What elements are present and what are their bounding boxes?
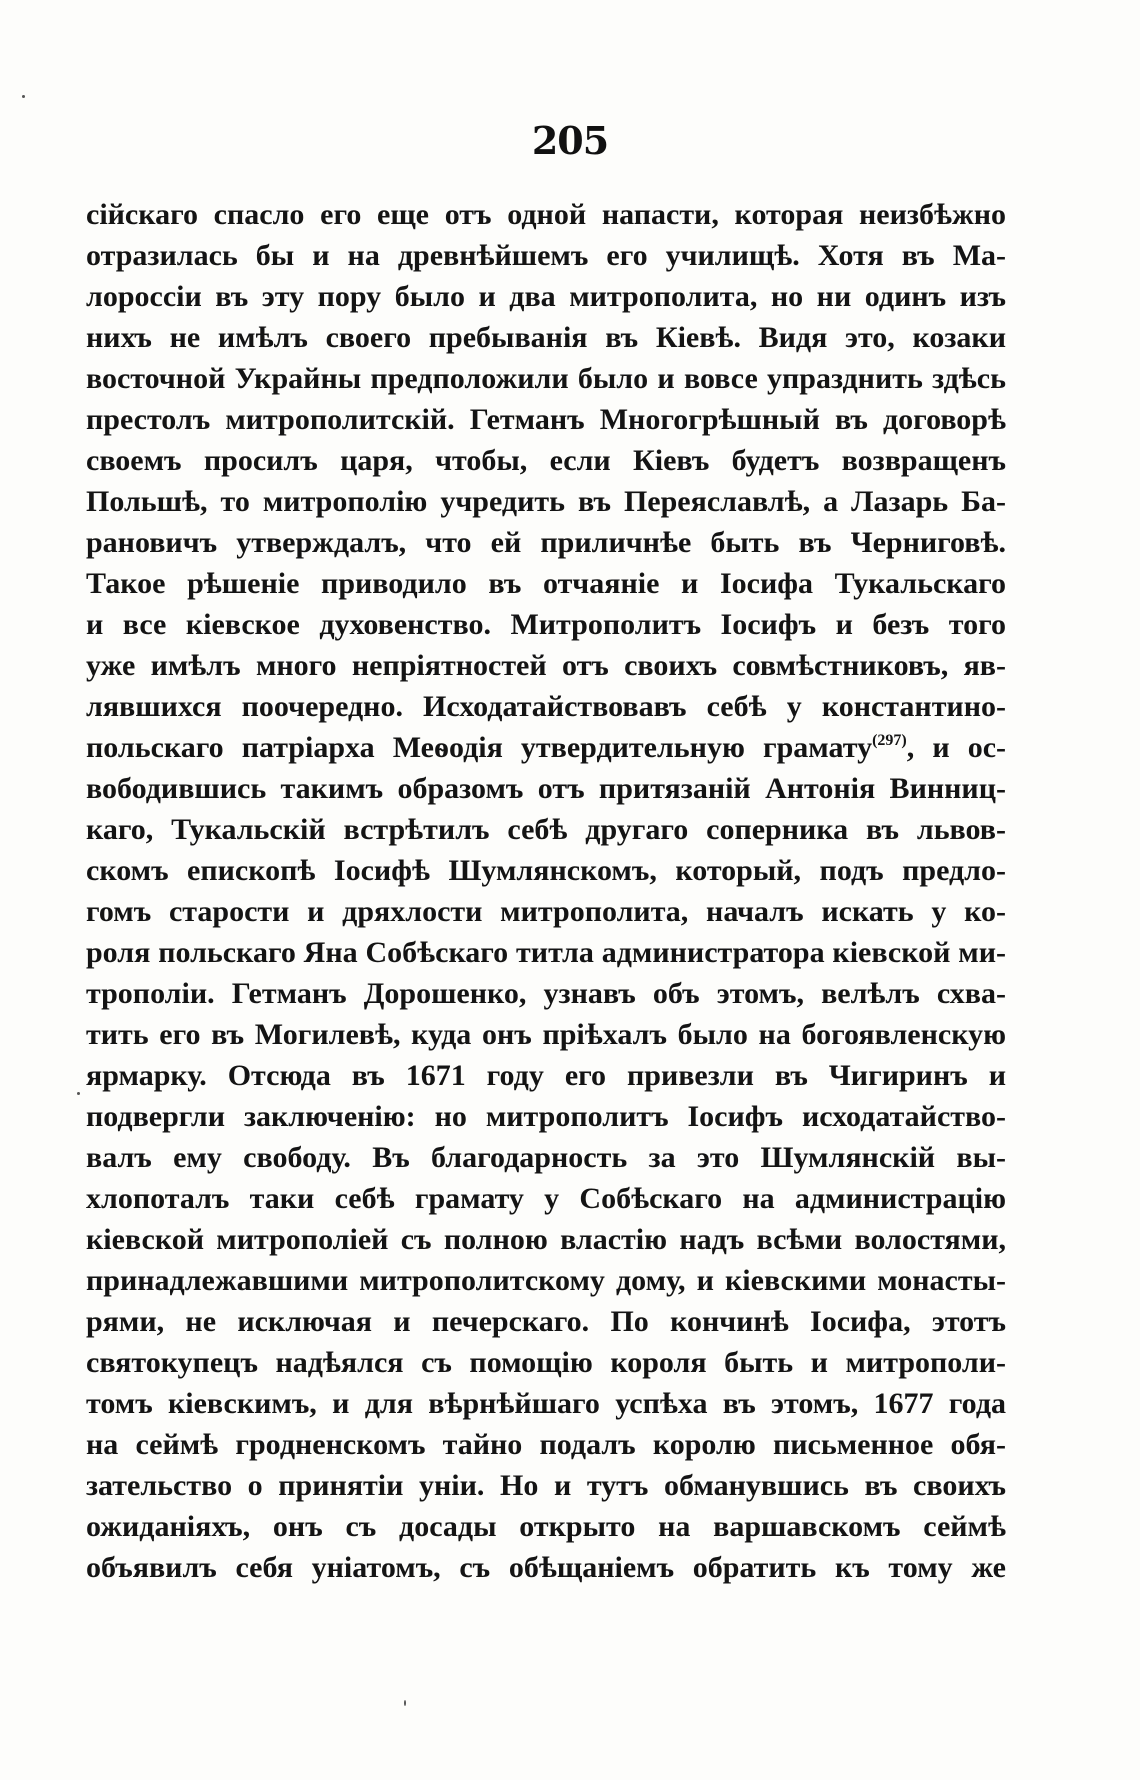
text-line: трополiи. Гетманъ Дорошенко, узнавъ объ этомъ, велѣлъ схва-: [86, 977, 1006, 1010]
text-line: хлопоталъ таки себѣ грамату у Собѣскаго на администрацiю: [86, 1182, 1006, 1215]
text-line: своемъ просилъ царя, чтобы, если Кiевъ будетъ возвращенъ: [86, 444, 1006, 477]
body-text: [86, 194, 1006, 1588]
text-line: восточной Украйны предположили было и вовсе упразднить здѣсь: [86, 362, 1006, 395]
text-line: святокупецъ надѣялся съ помощiю короля быть и митрополи-: [86, 1346, 1006, 1379]
text-line: кiевской митрополiей съ полною властiю надъ всѣми волостями,: [86, 1223, 1006, 1256]
text-line: рановичъ утверждалъ, что ей приличнѣе быть въ Черниговѣ.: [86, 526, 1006, 559]
text-line-with-footnote: [86, 727, 1006, 768]
page-number: 205: [531, 118, 609, 163]
text-line: нихъ не имѣлъ своего пребыванiя въ Кiевѣ. Видя это, козаки: [86, 321, 1006, 354]
scan-speck: [77, 1092, 80, 1095]
text-line: подвергли заключенiю: но митрополитъ Iосифъ исходатайство-: [86, 1100, 1006, 1133]
text-line: лороссiи въ эту пору было и два митрополита, но ни одинъ изъ: [86, 280, 1006, 313]
text-line: принадлежавшими митрополитскому дому, и кiевскими монасты-: [86, 1264, 1006, 1297]
text-line: ярмарку. Отсюда въ 1671 году его привезли въ Чигиринъ и: [86, 1059, 1006, 1092]
text-line: и все кiевское духовенство. Митрополитъ Iосифъ и безъ того: [86, 608, 1006, 641]
footnote-reference: (297): [872, 732, 907, 749]
text-line: тить его въ Могилевѣ, куда онъ прiѣхалъ было на богоявленскую: [86, 1018, 1006, 1051]
text-line: объявилъ себя унiатомъ, съ обѣщанiемъ обратить къ тому же: [86, 1551, 1006, 1584]
text-line: валъ ему свободу. Въ благодарность за это Шумлянскiй вы-: [86, 1141, 1006, 1174]
text-line: Польшѣ, то митрополiю учредить въ Переяславлѣ, а Лазарь Ба-: [86, 485, 1006, 518]
text-line: сiйскаго спасло его еще отъ одной напасти, которая неизбѣжно: [86, 198, 1006, 231]
text-line: вободившись такимъ образомъ отъ притязанiй Антонiя Винниц-: [86, 772, 1006, 805]
text-line: отразилась бы и на древнѣйшемъ его училищѣ. Хотя въ Ма-: [86, 239, 1006, 272]
text-line: зательство о принятiи унiи. Но и тутъ обманувшись въ своихъ: [86, 1469, 1006, 1502]
text-line: роля польскаго Яна Собѣскаго титла администратора кiевской ми-: [86, 936, 1006, 969]
scan-speck: [22, 95, 25, 98]
text-line: гомъ старости и дряхлости митрополита, началъ искать у ко-: [86, 895, 1006, 928]
text-line: престолъ митрополитскiй. Гетманъ Многогрѣшный въ договорѣ: [86, 403, 1006, 436]
line-tail: , и ос-: [906, 731, 1007, 764]
text-line: на сеймѣ гродненскомъ тайно подалъ королю письменное обя-: [86, 1428, 1006, 1461]
text-line: рями, не исключая и печерскаго. По кончинѣ Iосифа, этотъ: [86, 1305, 1006, 1338]
text-line: ожиданiяхъ, онъ съ досады открыто на варшавскомъ сеймѣ: [86, 1510, 1006, 1543]
scan-speck: [404, 1700, 406, 1706]
line-text: польскаго патрiарха Меѳодiя утвердительную грамату: [86, 731, 873, 764]
text-line: каго, Тукальскiй встрѣтилъ себѣ другаго соперника въ львов-: [86, 813, 1006, 846]
text-line: Такое рѣшенiе приводило въ отчаянiе и Iосифа Тукальскаго: [86, 567, 1006, 600]
text-line: томъ кiевскимъ, и для вѣрнѣйшаго успѣха въ этомъ, 1677 года: [86, 1387, 1006, 1420]
text-line: скомъ епископѣ Iосифѣ Шумлянскомъ, который, подъ предло-: [86, 854, 1006, 887]
text-line: лявшихся поочередно. Исходатайствовавъ себѣ у константино-: [86, 690, 1006, 723]
text-line: уже имѣлъ много непрiятностей отъ своихъ совмѣстниковъ, яв-: [86, 649, 1006, 682]
